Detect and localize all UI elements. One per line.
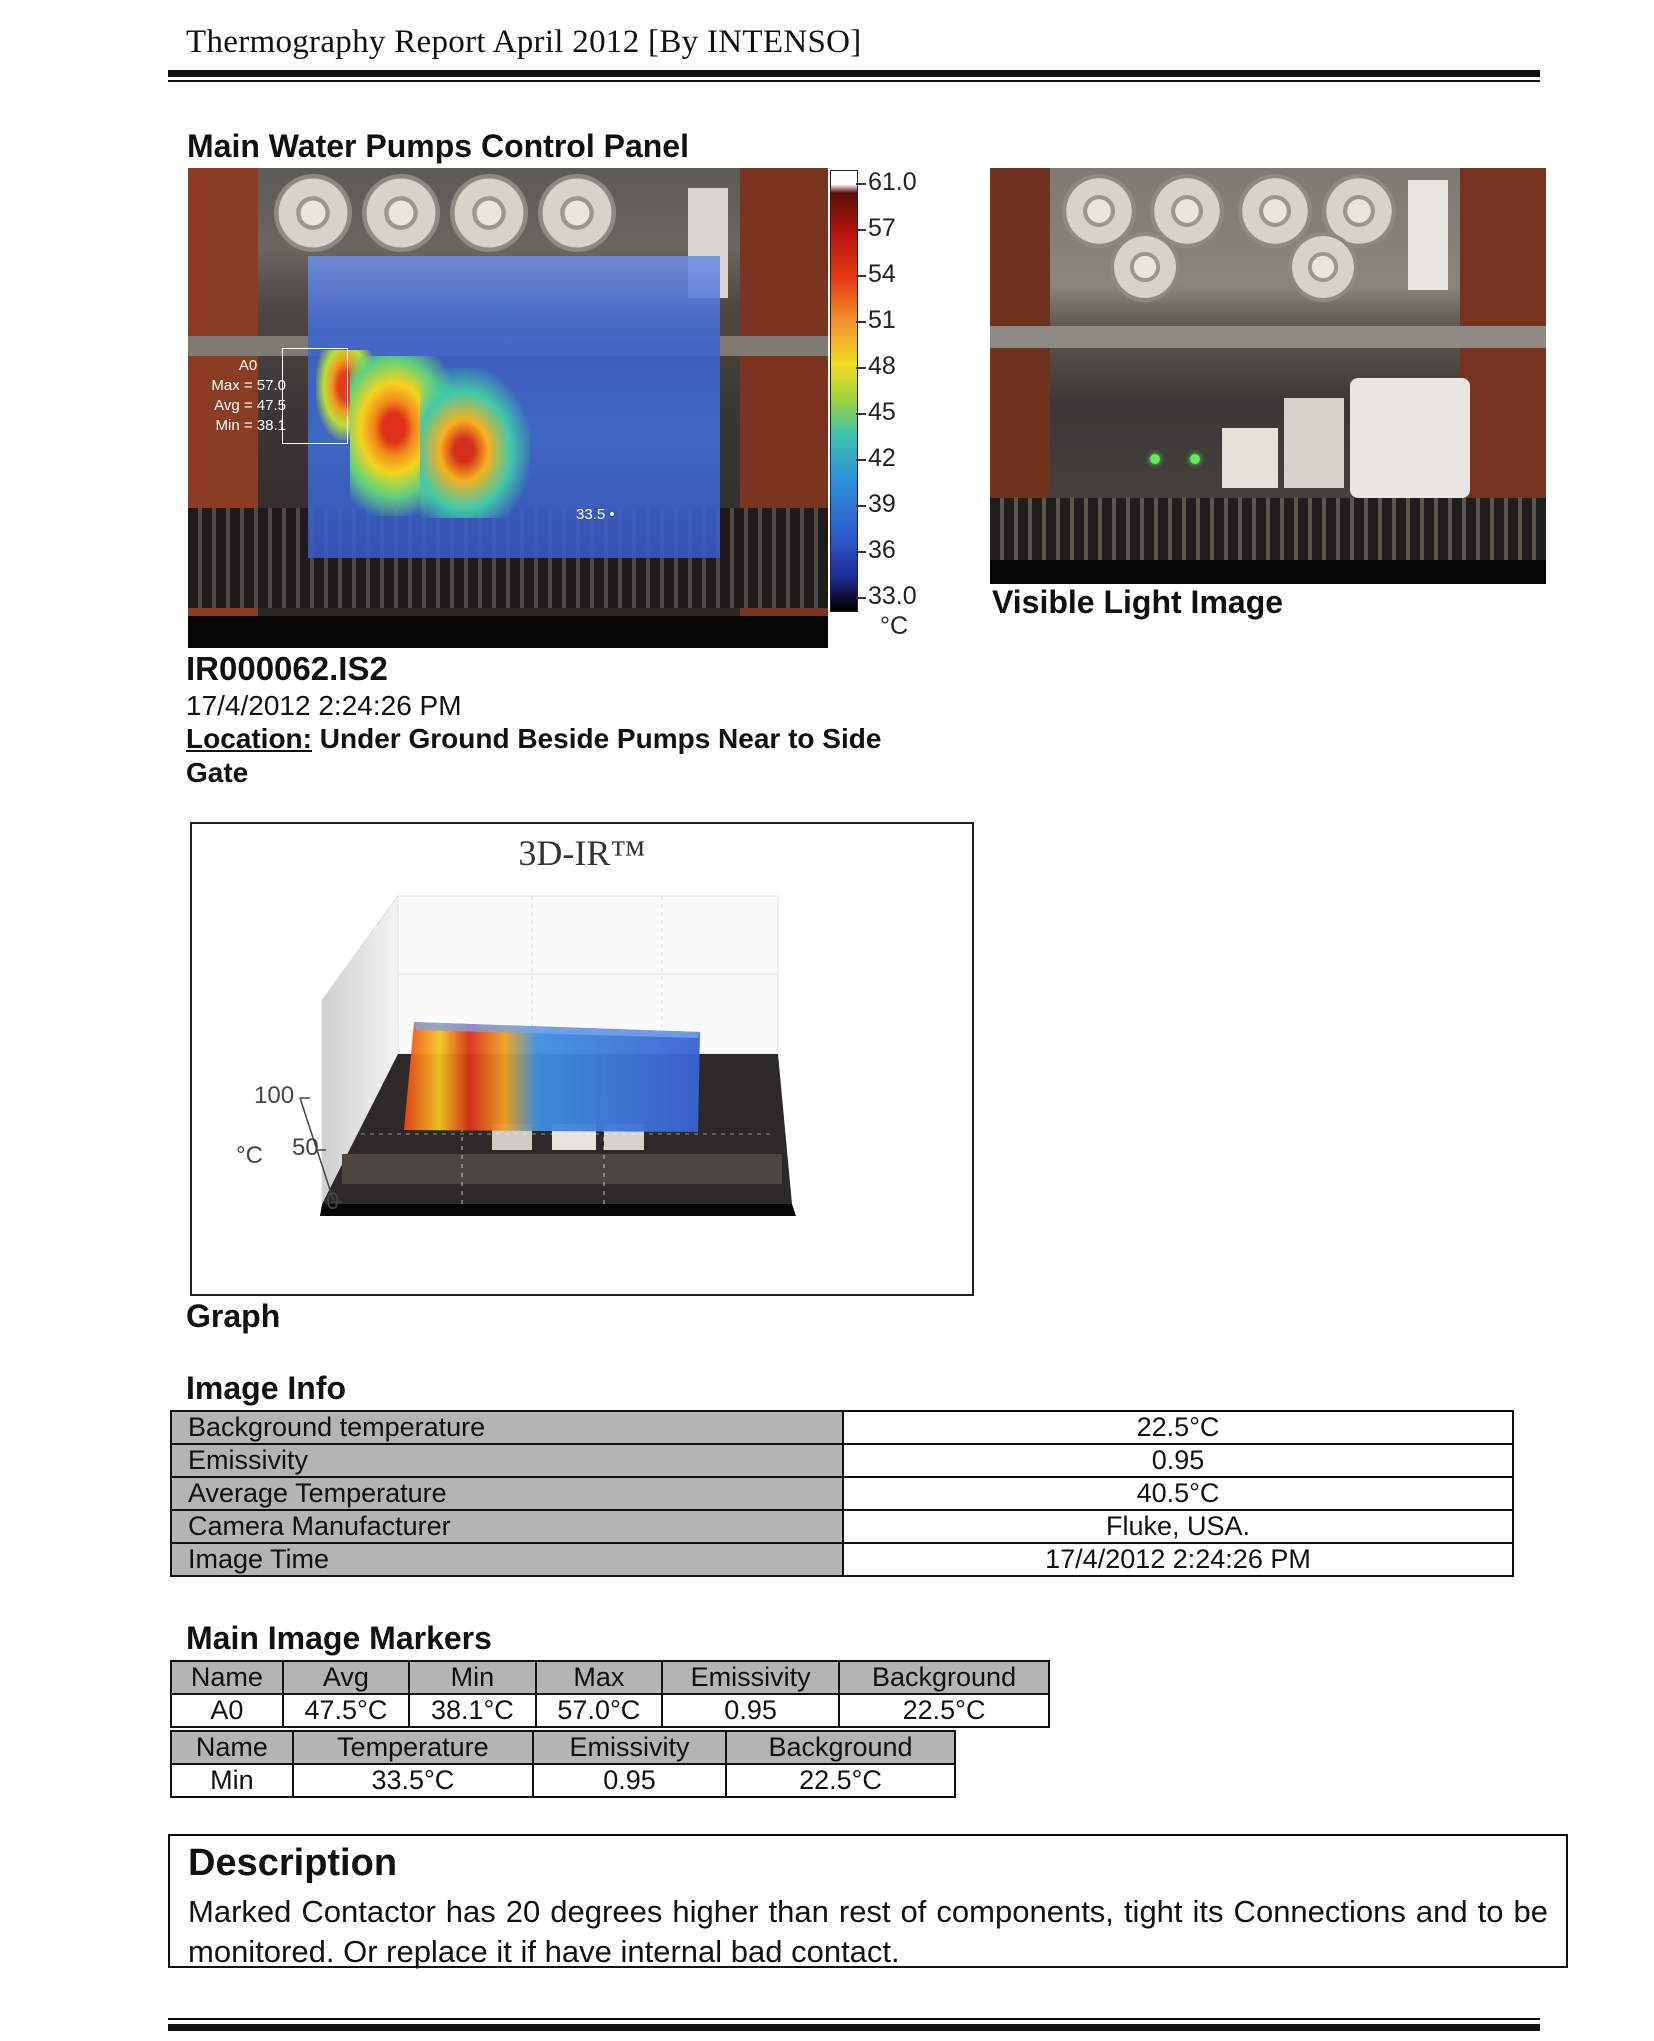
location-value: Under Ground Beside Pumps Near to Side Gate — [186, 723, 882, 788]
area-markers-table — [170, 1660, 1050, 1728]
area-marker-cell: 0.95 — [662, 1694, 839, 1727]
area-marker-header-cell: Avg — [283, 1661, 409, 1694]
area-marker-cell: A0 — [171, 1694, 283, 1727]
point-markers-table — [170, 1730, 956, 1798]
colorbar-tick — [856, 229, 866, 231]
area-marker-box — [282, 348, 348, 444]
area-marker-cell: 57.0°C — [536, 1694, 662, 1727]
marker-max: Max = 57.0 — [211, 377, 286, 394]
area-marker-cell: 47.5°C — [283, 1694, 409, 1727]
image-info-value: 17/4/2012 2:24:26 PM — [843, 1543, 1513, 1576]
colorbar-tick — [856, 367, 866, 369]
graph-tick-0: 0 — [326, 1188, 340, 1215]
image-info-value: 0.95 — [843, 1444, 1513, 1477]
point-markers-row — [171, 1764, 955, 1797]
graph-tick-100: 100 — [254, 1082, 295, 1109]
colorbar-tick — [856, 459, 866, 461]
marker-avg: Avg = 47.5 — [214, 397, 286, 414]
colorbar-tick — [856, 321, 866, 323]
colorbar-tick-label: 61.0 — [868, 168, 917, 196]
colorbar-unit: °C — [880, 612, 909, 640]
graph-caption: Graph — [186, 1298, 281, 1334]
colorbar-tick-label: 36 — [868, 536, 896, 564]
image-info-row — [171, 1510, 1513, 1543]
ir-thermal-image — [188, 168, 828, 648]
3d-graph-svg — [192, 824, 972, 1294]
footer-rule-thin — [168, 2018, 1540, 2020]
image-info-row — [171, 1411, 1513, 1444]
image-info-table — [170, 1410, 1514, 1577]
colorbar-tick-label: 51 — [868, 306, 896, 334]
ir-datetime: 17/4/2012 2:24:26 PM — [186, 690, 462, 721]
header-rule-thin — [168, 80, 1540, 82]
point-marker-cell: 0.95 — [533, 1764, 726, 1797]
visible-light-caption: Visible Light Image — [992, 584, 1284, 620]
graph-title: 3D-IR™ — [518, 833, 646, 873]
image-info-row — [171, 1543, 1513, 1576]
point-marker-cell: 33.5°C — [293, 1764, 533, 1797]
image-info-value: 40.5°C — [843, 1477, 1513, 1510]
header-rule-thick — [168, 70, 1540, 77]
marker-name: A0 — [238, 357, 258, 374]
colorbar-tick — [856, 505, 866, 507]
area-marker-header-cell: Min — [409, 1661, 535, 1694]
area-marker-header-cell: Background — [839, 1661, 1049, 1694]
image-info-key: Background temperature — [171, 1411, 843, 1444]
area-marker-header-cell: Emissivity — [662, 1661, 839, 1694]
report-header-title: Thermography Report April 2012 [By INTENSO] — [186, 24, 862, 60]
colorbar-tick-label: 33.0 — [868, 582, 917, 610]
area-marker-header-cell: Max — [536, 1661, 662, 1694]
colorbar-tick-label: 54 — [868, 260, 896, 288]
graph-ir-surface — [404, 1022, 700, 1132]
visible-light-image — [990, 168, 1546, 584]
colorbar-tick-label: 45 — [868, 398, 896, 426]
graph-axis-unit: °C — [236, 1142, 263, 1169]
image-info-row — [171, 1444, 1513, 1477]
point-marker-header-cell: Temperature — [293, 1731, 533, 1764]
image-info-key: Image Time — [171, 1543, 843, 1576]
point-marker-header-cell: Background — [726, 1731, 955, 1764]
image-info-value: Fluke, USA. — [843, 1510, 1513, 1543]
location-label: Location: — [186, 723, 312, 754]
area-marker-cell: 22.5°C — [839, 1694, 1049, 1727]
point-marker-cell: Min — [171, 1764, 293, 1797]
colorbar-tick-label: 57 — [868, 214, 896, 242]
description-text: Marked Contactor has 20 degrees higher than rest of components, tight its Connections and to be monitored. Or replace it if have internal bad contact. — [188, 1894, 1548, 1969]
area-marker-header-cell: Name — [171, 1661, 283, 1694]
spot-temperature-label: 33.5 • — [576, 506, 615, 523]
image-info-key: Emissivity — [171, 1444, 843, 1477]
colorbar-tick — [856, 183, 866, 185]
markers-title: Main Image Markers — [186, 1620, 492, 1656]
colorbar-tick-label: 42 — [868, 444, 896, 472]
area-marker-cell: 38.1°C — [409, 1694, 535, 1727]
section-title: Main Water Pumps Control Panel — [187, 128, 689, 164]
footer-rule-thick — [168, 2024, 1540, 2031]
point-markers-header — [171, 1731, 955, 1764]
description-box — [168, 1834, 1568, 1968]
marker-min: Min = 38.1 — [215, 417, 286, 434]
area-markers-header — [171, 1661, 1049, 1694]
image-info-title: Image Info — [186, 1370, 347, 1406]
temperature-colorbar — [830, 170, 858, 612]
point-marker-header-cell: Name — [171, 1731, 293, 1764]
location-line — [186, 722, 926, 790]
colorbar-tick — [856, 597, 866, 599]
point-marker-header-cell: Emissivity — [533, 1731, 726, 1764]
image-info-key: Camera Manufacturer — [171, 1510, 843, 1543]
colorbar-tick — [856, 551, 866, 553]
description-title: Description — [188, 1842, 398, 1884]
area-markers-row — [171, 1694, 1049, 1727]
image-info-key: Average Temperature — [171, 1477, 843, 1510]
3d-ir-graph — [190, 822, 974, 1296]
area-marker-label — [188, 356, 286, 436]
colorbar-tick-label: 48 — [868, 352, 896, 380]
image-info-row — [171, 1477, 1513, 1510]
colorbar-tick-label: 39 — [868, 490, 896, 518]
image-info-value: 22.5°C — [843, 1411, 1513, 1444]
colorbar-tick — [856, 413, 866, 415]
graph-tick-50: 50 — [292, 1134, 319, 1161]
ir-filename: IR000062.IS2 — [186, 650, 388, 687]
colorbar-tick — [856, 275, 866, 277]
point-marker-cell: 22.5°C — [726, 1764, 955, 1797]
